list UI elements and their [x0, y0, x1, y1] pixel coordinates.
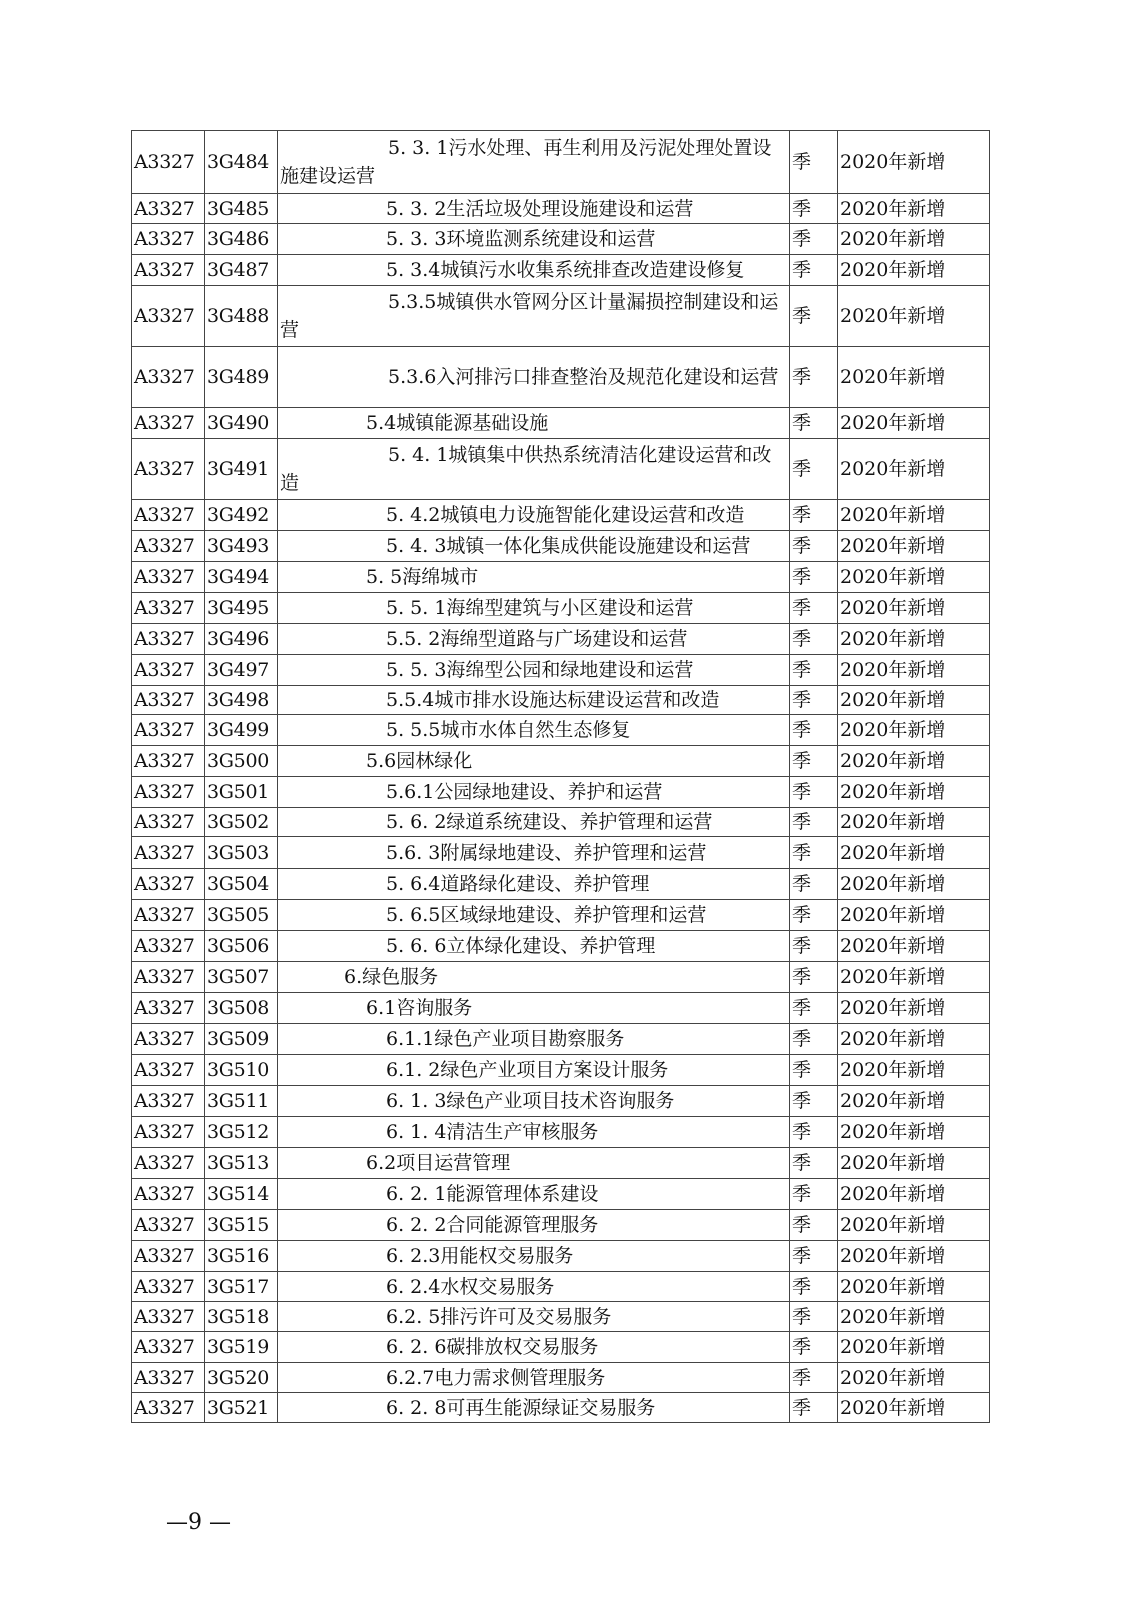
table-row — [132, 194, 990, 224]
remark: 2020年新增 — [838, 1272, 990, 1302]
table-row — [132, 1117, 990, 1148]
table-code: A3327 — [132, 655, 205, 686]
item-code: 3G505 — [205, 900, 278, 931]
item-name: 6. 2. 8可再生能源绿证交易服务 — [278, 1393, 790, 1423]
table-code: A3327 — [132, 408, 205, 439]
item-code: 3G497 — [205, 655, 278, 686]
table-code: A3327 — [132, 962, 205, 993]
item-name: 5. 3. 3环境监测系统建设和运营 — [278, 224, 790, 255]
table-code: A3327 — [132, 131, 205, 194]
table-row — [132, 900, 990, 931]
table-row — [132, 1210, 990, 1241]
table-row — [132, 715, 990, 746]
table-row — [132, 624, 990, 655]
page-number: —9 — — [166, 1510, 231, 1535]
table-row — [132, 500, 990, 531]
remark: 2020年新增 — [838, 593, 990, 624]
report-frequency: 季 — [790, 1210, 838, 1241]
report-frequency: 季 — [790, 1272, 838, 1302]
remark: 2020年新增 — [838, 962, 990, 993]
table-row — [132, 993, 990, 1024]
item-name: 5. 5. 1海绵型建筑与小区建设和运营 — [278, 593, 790, 624]
report-frequency: 季 — [790, 408, 838, 439]
table-row — [132, 1179, 990, 1210]
item-name: 6.1.1绿色产业项目勘察服务 — [278, 1024, 790, 1055]
table-code: A3327 — [132, 869, 205, 900]
item-name: 6. 2.3用能权交易服务 — [278, 1241, 790, 1272]
item-name: 6. 2. 1能源管理体系建设 — [278, 1179, 790, 1210]
table-row — [132, 1393, 990, 1423]
report-frequency: 季 — [790, 1024, 838, 1055]
remark: 2020年新增 — [838, 255, 990, 286]
remark: 2020年新增 — [838, 131, 990, 194]
report-frequency: 季 — [790, 746, 838, 777]
remark: 2020年新增 — [838, 900, 990, 931]
report-frequency: 季 — [790, 593, 838, 624]
table-row — [132, 593, 990, 624]
table-row — [132, 1363, 990, 1393]
remark: 2020年新增 — [838, 1241, 990, 1272]
item-name: 6.2项目运营管理 — [278, 1148, 790, 1179]
report-frequency: 季 — [790, 1241, 838, 1272]
report-frequency: 季 — [790, 1055, 838, 1086]
remark: 2020年新增 — [838, 1363, 990, 1393]
item-code: 3G493 — [205, 531, 278, 562]
item-code: 3G499 — [205, 715, 278, 746]
report-frequency: 季 — [790, 1363, 838, 1393]
item-code: 3G518 — [205, 1302, 278, 1332]
item-name: 6.2. 5排污许可及交易服务 — [278, 1302, 790, 1332]
remark: 2020年新增 — [838, 1117, 990, 1148]
table-row — [132, 255, 990, 286]
table-code: A3327 — [132, 1055, 205, 1086]
table-row — [132, 931, 990, 962]
report-frequency: 季 — [790, 562, 838, 593]
item-name: 5.4城镇能源基础设施 — [278, 408, 790, 439]
item-code: 3G485 — [205, 194, 278, 224]
item-code: 3G520 — [205, 1363, 278, 1393]
table-code: A3327 — [132, 1117, 205, 1148]
table-code: A3327 — [132, 931, 205, 962]
item-code: 3G503 — [205, 837, 278, 869]
remark: 2020年新增 — [838, 808, 990, 837]
item-code: 3G521 — [205, 1393, 278, 1423]
report-frequency: 季 — [790, 131, 838, 194]
report-frequency: 季 — [790, 1302, 838, 1332]
item-code: 3G508 — [205, 993, 278, 1024]
table-code: A3327 — [132, 1210, 205, 1241]
item-name: 6. 1. 4清洁生产审核服务 — [278, 1117, 790, 1148]
item-code: 3G492 — [205, 500, 278, 531]
report-frequency: 季 — [790, 808, 838, 837]
table-row — [132, 347, 990, 408]
report-frequency: 季 — [790, 1117, 838, 1148]
table-body — [132, 131, 990, 1423]
remark: 2020年新增 — [838, 869, 990, 900]
remark: 2020年新增 — [838, 837, 990, 869]
item-name: 5. 6.4道路绿化建设、养护管理 — [278, 869, 790, 900]
remark: 2020年新增 — [838, 562, 990, 593]
item-code: 3G516 — [205, 1241, 278, 1272]
item-name: 5.3.5城镇供水管网分区计量漏损控制建设和运营 — [278, 286, 790, 347]
table-row — [132, 1241, 990, 1272]
classification-table — [131, 130, 990, 1423]
item-code: 3G494 — [205, 562, 278, 593]
table-code: A3327 — [132, 1302, 205, 1332]
item-code: 3G487 — [205, 255, 278, 286]
table-code: A3327 — [132, 777, 205, 808]
item-name: 6. 1. 3绿色产业项目技术咨询服务 — [278, 1086, 790, 1117]
table-row — [132, 1302, 990, 1332]
table-row — [132, 655, 990, 686]
report-frequency: 季 — [790, 1086, 838, 1117]
table-code: A3327 — [132, 686, 205, 715]
table-code: A3327 — [132, 1179, 205, 1210]
item-code: 3G507 — [205, 962, 278, 993]
report-frequency: 季 — [790, 439, 838, 500]
table-row — [132, 439, 990, 500]
table-code: A3327 — [132, 715, 205, 746]
remark: 2020年新增 — [838, 224, 990, 255]
item-name: 5. 6. 2绿道系统建设、养护管理和运营 — [278, 808, 790, 837]
table-code: A3327 — [132, 1332, 205, 1363]
remark: 2020年新增 — [838, 1086, 990, 1117]
table-row — [132, 746, 990, 777]
table-code: A3327 — [132, 531, 205, 562]
item-code: 3G506 — [205, 931, 278, 962]
table-code: A3327 — [132, 500, 205, 531]
item-code: 3G488 — [205, 286, 278, 347]
table-code: A3327 — [132, 562, 205, 593]
item-name: 5. 6. 6立体绿化建设、养护管理 — [278, 931, 790, 962]
table-row — [132, 531, 990, 562]
table-row — [132, 869, 990, 900]
table-row — [132, 837, 990, 869]
table-code: A3327 — [132, 993, 205, 1024]
table-code: A3327 — [132, 224, 205, 255]
report-frequency: 季 — [790, 686, 838, 715]
remark: 2020年新增 — [838, 1302, 990, 1332]
report-frequency: 季 — [790, 1393, 838, 1423]
table-row — [132, 1055, 990, 1086]
remark: 2020年新增 — [838, 347, 990, 408]
table-row — [132, 686, 990, 715]
table-row — [132, 286, 990, 347]
item-name: 5. 5.5城市水体自然生态修复 — [278, 715, 790, 746]
item-name: 6. 2. 2合同能源管理服务 — [278, 1210, 790, 1241]
remark: 2020年新增 — [838, 686, 990, 715]
table-code: A3327 — [132, 746, 205, 777]
item-name: 5.6. 3附属绿地建设、养护管理和运营 — [278, 837, 790, 869]
report-frequency: 季 — [790, 286, 838, 347]
item-name: 5. 3. 1污水处理、再生利用及污泥处理处置设施建设运营 — [278, 131, 790, 194]
item-code: 3G519 — [205, 1332, 278, 1363]
table-code: A3327 — [132, 194, 205, 224]
item-name: 5.6园林绿化 — [278, 746, 790, 777]
table-code: A3327 — [132, 286, 205, 347]
item-code: 3G511 — [205, 1086, 278, 1117]
table-row — [132, 1024, 990, 1055]
remark: 2020年新增 — [838, 194, 990, 224]
item-name: 6. 2. 6碳排放权交易服务 — [278, 1332, 790, 1363]
remark: 2020年新增 — [838, 1055, 990, 1086]
item-name: 5. 4. 1城镇集中供热系统清洁化建设运营和改造 — [278, 439, 790, 500]
table-row — [132, 408, 990, 439]
item-code: 3G512 — [205, 1117, 278, 1148]
table-row — [132, 808, 990, 837]
item-code: 3G514 — [205, 1179, 278, 1210]
item-name: 5. 5. 3海绵型公园和绿地建设和运营 — [278, 655, 790, 686]
item-name: 6.1. 2绿色产业项目方案设计服务 — [278, 1055, 790, 1086]
remark: 2020年新增 — [838, 531, 990, 562]
item-code: 3G510 — [205, 1055, 278, 1086]
item-code: 3G501 — [205, 777, 278, 808]
report-frequency: 季 — [790, 224, 838, 255]
table-row — [132, 777, 990, 808]
item-name: 5. 3. 2生活垃圾处理设施建设和运营 — [278, 194, 790, 224]
report-frequency: 季 — [790, 900, 838, 931]
table-code: A3327 — [132, 593, 205, 624]
table-code: A3327 — [132, 1024, 205, 1055]
remark: 2020年新增 — [838, 1024, 990, 1055]
report-frequency: 季 — [790, 194, 838, 224]
item-code: 3G513 — [205, 1148, 278, 1179]
report-frequency: 季 — [790, 1179, 838, 1210]
item-name: 6.2.7电力需求侧管理服务 — [278, 1363, 790, 1393]
remark: 2020年新增 — [838, 1393, 990, 1423]
report-frequency: 季 — [790, 255, 838, 286]
item-code: 3G489 — [205, 347, 278, 408]
report-frequency: 季 — [790, 869, 838, 900]
remark: 2020年新增 — [838, 439, 990, 500]
remark: 2020年新增 — [838, 655, 990, 686]
report-frequency: 季 — [790, 931, 838, 962]
item-code: 3G502 — [205, 808, 278, 837]
report-frequency: 季 — [790, 837, 838, 869]
remark: 2020年新增 — [838, 1179, 990, 1210]
item-name: 5.3.6入河排污口排查整治及规范化建设和运营 — [278, 347, 790, 408]
report-frequency: 季 — [790, 993, 838, 1024]
item-code: 3G515 — [205, 1210, 278, 1241]
report-frequency: 季 — [790, 624, 838, 655]
item-name: 6. 2.4水权交易服务 — [278, 1272, 790, 1302]
item-code: 3G486 — [205, 224, 278, 255]
remark: 2020年新增 — [838, 715, 990, 746]
item-code: 3G484 — [205, 131, 278, 194]
table-row — [132, 131, 990, 194]
item-name: 5.5. 2海绵型道路与广场建设和运营 — [278, 624, 790, 655]
remark: 2020年新增 — [838, 500, 990, 531]
remark: 2020年新增 — [838, 286, 990, 347]
item-name: 6.绿色服务 — [278, 962, 790, 993]
table-row — [132, 224, 990, 255]
table-code: A3327 — [132, 624, 205, 655]
remark: 2020年新增 — [838, 993, 990, 1024]
table-row — [132, 562, 990, 593]
report-frequency: 季 — [790, 1148, 838, 1179]
remark: 2020年新增 — [838, 777, 990, 808]
report-frequency: 季 — [790, 531, 838, 562]
remark: 2020年新增 — [838, 408, 990, 439]
remark: 2020年新增 — [838, 1332, 990, 1363]
item-name: 6.1咨询服务 — [278, 993, 790, 1024]
item-code: 3G490 — [205, 408, 278, 439]
remark: 2020年新增 — [838, 746, 990, 777]
item-code: 3G495 — [205, 593, 278, 624]
table-row — [132, 962, 990, 993]
table-code: A3327 — [132, 808, 205, 837]
report-frequency: 季 — [790, 715, 838, 746]
table-row — [132, 1332, 990, 1363]
item-name: 5.6.1公园绿地建设、养护和运营 — [278, 777, 790, 808]
item-code: 3G491 — [205, 439, 278, 500]
item-name: 5. 4. 3城镇一体化集成供能设施建设和运营 — [278, 531, 790, 562]
table-code: A3327 — [132, 1393, 205, 1423]
table-code: A3327 — [132, 347, 205, 408]
item-name: 5. 5海绵城市 — [278, 562, 790, 593]
report-frequency: 季 — [790, 500, 838, 531]
table-code: A3327 — [132, 1363, 205, 1393]
report-frequency: 季 — [790, 962, 838, 993]
report-frequency: 季 — [790, 655, 838, 686]
remark: 2020年新增 — [838, 1210, 990, 1241]
report-frequency: 季 — [790, 777, 838, 808]
table-code: A3327 — [132, 1272, 205, 1302]
table-row — [132, 1272, 990, 1302]
table-row — [132, 1148, 990, 1179]
table-code: A3327 — [132, 1148, 205, 1179]
remark: 2020年新增 — [838, 624, 990, 655]
item-code: 3G517 — [205, 1272, 278, 1302]
item-name: 5. 3.4城镇污水收集系统排查改造建设修复 — [278, 255, 790, 286]
item-name: 5.5.4城市排水设施达标建设运营和改造 — [278, 686, 790, 715]
report-frequency: 季 — [790, 347, 838, 408]
table-code: A3327 — [132, 1086, 205, 1117]
table-code: A3327 — [132, 900, 205, 931]
item-code: 3G498 — [205, 686, 278, 715]
item-code: 3G509 — [205, 1024, 278, 1055]
item-code: 3G496 — [205, 624, 278, 655]
remark: 2020年新增 — [838, 1148, 990, 1179]
item-name: 5. 4.2城镇电力设施智能化建设运营和改造 — [278, 500, 790, 531]
item-code: 3G500 — [205, 746, 278, 777]
table-row — [132, 1086, 990, 1117]
report-frequency: 季 — [790, 1332, 838, 1363]
table-code: A3327 — [132, 439, 205, 500]
table-code: A3327 — [132, 837, 205, 869]
item-code: 3G504 — [205, 869, 278, 900]
remark: 2020年新增 — [838, 931, 990, 962]
table-code: A3327 — [132, 255, 205, 286]
table-code: A3327 — [132, 1241, 205, 1272]
item-name: 5. 6.5区域绿地建设、养护管理和运营 — [278, 900, 790, 931]
